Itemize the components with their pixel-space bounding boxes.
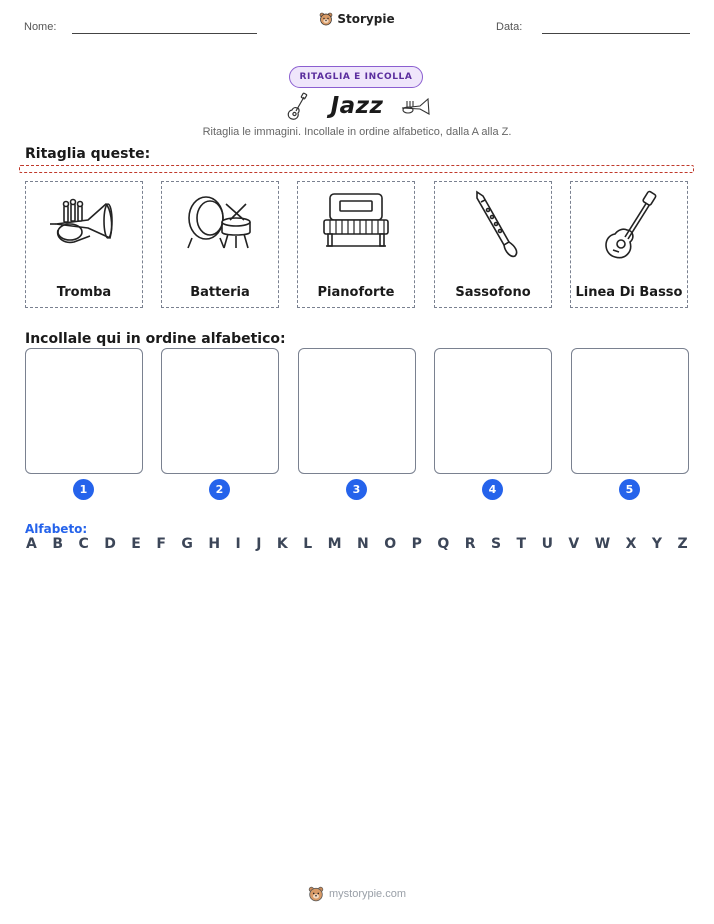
alphabet-letter: Q: [437, 536, 450, 552]
card-label: Linea Di Basso: [575, 285, 683, 300]
alphabet-letter: T: [516, 536, 527, 552]
trumpet-icon: [48, 190, 120, 252]
name-field-line[interactable]: [72, 33, 257, 34]
slot-number-badge: 1: [73, 479, 94, 500]
alphabet-letter: E: [131, 536, 141, 552]
brand-logo: [0, 12, 714, 26]
guitar-icon: [593, 190, 665, 262]
alphabet-heading: Alfabeto:: [25, 522, 88, 536]
alphabet-letter: Y: [651, 536, 663, 552]
alphabet-letter: I: [235, 536, 241, 552]
cut-card-tromba[interactable]: [25, 181, 143, 308]
alphabet-row: [26, 536, 688, 552]
trumpet-icon: [400, 95, 432, 117]
date-field-line[interactable]: [542, 33, 690, 34]
cut-card-pianoforte[interactable]: [297, 181, 415, 308]
worksheet-title: Jazz: [330, 93, 384, 119]
card-label: Tromba: [56, 285, 112, 300]
bear-logo-icon: [319, 12, 333, 26]
cut-card-sassofono[interactable]: [434, 181, 552, 308]
name-label: Nome:: [24, 21, 57, 33]
alphabet-letter: X: [625, 536, 637, 552]
alphabet-letter: S: [490, 536, 502, 552]
instructions-text: Ritaglia le immagini. Incollale in ordine alfabetico, dalla A alla Z.: [202, 126, 512, 138]
alphabet-letter: K: [276, 536, 288, 552]
date-label: Data:: [496, 21, 523, 33]
alphabet-letter: W: [594, 536, 611, 552]
alphabet-letter: F: [156, 536, 166, 552]
alphabet-letter: U: [541, 536, 553, 552]
alphabet-letter: A: [26, 536, 37, 552]
alphabet-letter: R: [464, 536, 476, 552]
brand-name: Storypie: [337, 12, 395, 26]
alphabet-letter: V: [568, 536, 580, 552]
cut-card-batteria[interactable]: [161, 181, 279, 308]
paste-slot-4[interactable]: [434, 348, 552, 474]
slot-number-badge: 3: [346, 479, 367, 500]
alphabet-letter: C: [78, 536, 89, 552]
card-label: Sassofono: [455, 285, 531, 300]
clarinet-icon: [457, 190, 529, 260]
footer: [0, 886, 714, 902]
alphabet-letter: J: [256, 536, 262, 552]
activity-badge: RITAGLIA E INCOLLA: [289, 66, 423, 88]
cut-guide-line: [19, 165, 694, 173]
alphabet-letter: N: [357, 536, 369, 552]
alphabet-letter: G: [181, 536, 193, 552]
bear-logo-icon: [308, 886, 324, 902]
alphabet-letter: P: [411, 536, 422, 552]
drum-kit-icon: [184, 190, 256, 252]
alphabet-letter: H: [208, 536, 221, 552]
cut-card-linea-di-basso[interactable]: [570, 181, 688, 308]
slot-number-badge: 2: [209, 479, 230, 500]
paste-slot-2[interactable]: [161, 348, 279, 474]
paste-slot-5[interactable]: [571, 348, 689, 474]
alphabet-letter: B: [52, 536, 63, 552]
alphabet-letter: L: [303, 536, 313, 552]
alphabet-letter: M: [327, 536, 342, 552]
card-label: Batteria: [190, 285, 250, 300]
slot-number-badge: 4: [482, 479, 503, 500]
paste-slot-1[interactable]: [25, 348, 143, 474]
paste-section-heading: Incollale qui in ordine alfabetico:: [25, 331, 286, 347]
piano-icon: [320, 190, 392, 252]
slot-number-badge: 5: [619, 479, 640, 500]
alphabet-letter: O: [384, 536, 397, 552]
alphabet-letter: Z: [677, 536, 688, 552]
cut-section-heading: Ritaglia queste:: [25, 146, 151, 162]
card-label: Pianoforte: [317, 285, 395, 300]
paste-slot-3[interactable]: [298, 348, 416, 474]
footer-site-link[interactable]: mystorypie.com: [328, 888, 407, 900]
alphabet-letter: D: [104, 536, 116, 552]
